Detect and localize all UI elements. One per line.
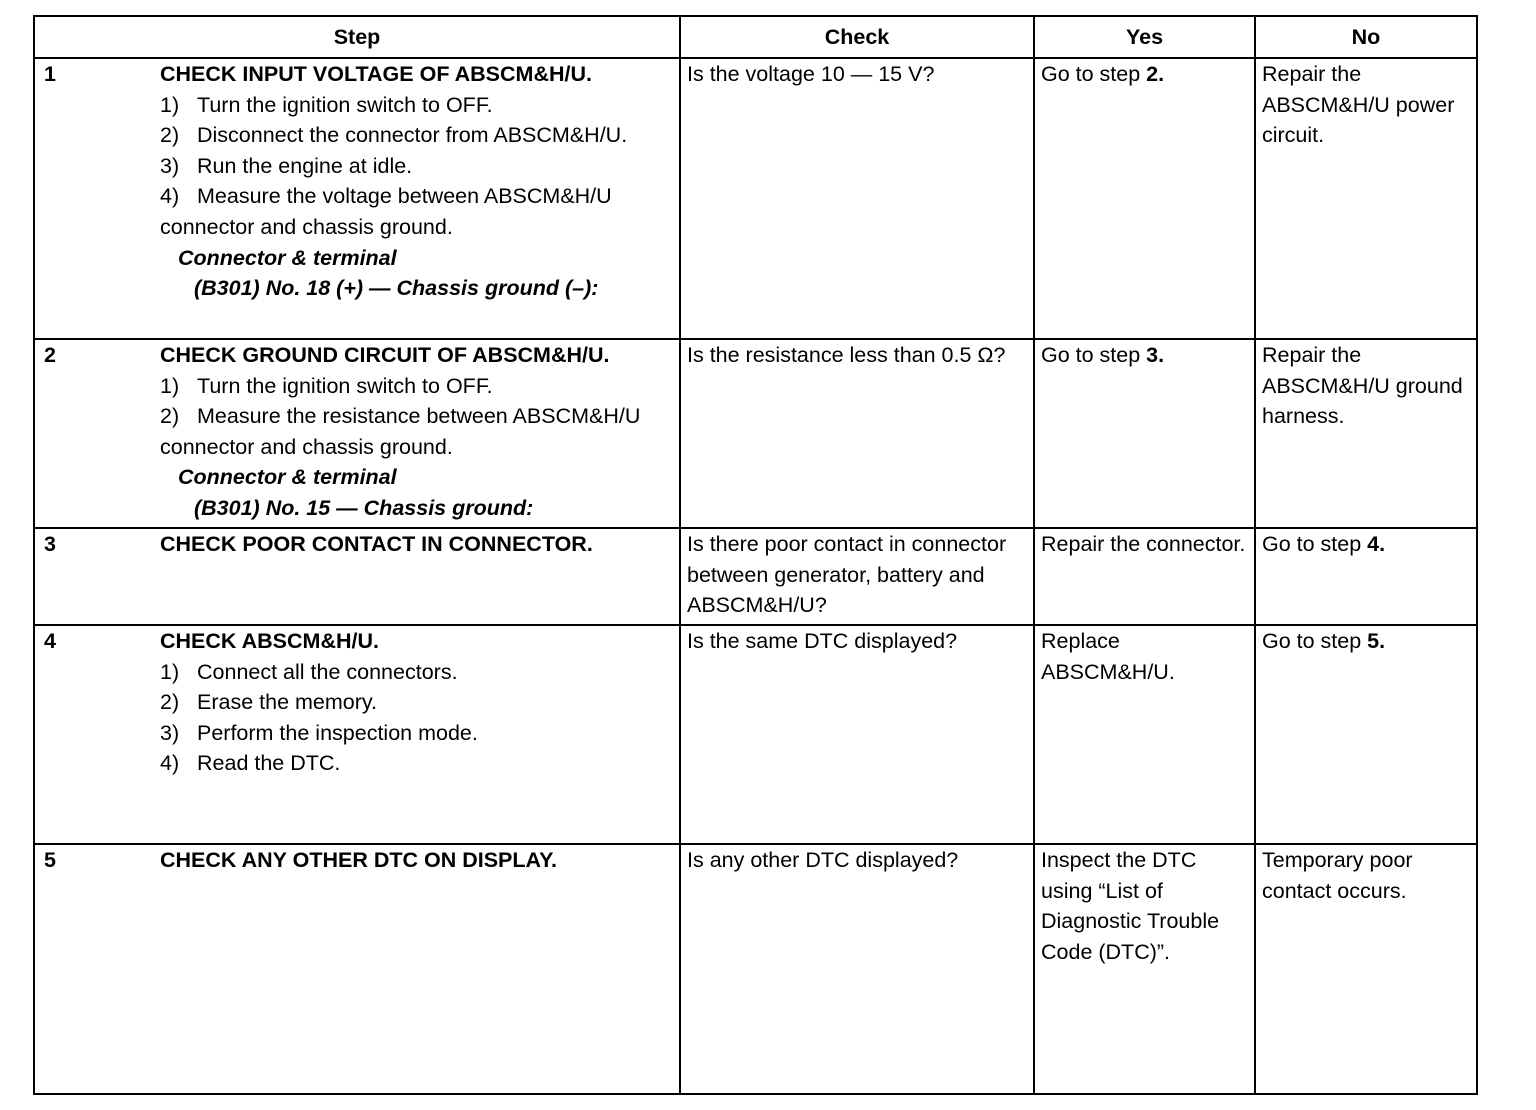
- header-row: [34, 16, 1477, 58]
- substep-text: Read the DTC.: [197, 751, 341, 776]
- table-row: [34, 58, 1477, 339]
- step-number: 3: [44, 532, 56, 556]
- substep-number: 1): [160, 92, 180, 117]
- substep: [160, 151, 669, 182]
- step-number: 4: [44, 629, 56, 653]
- terminal-spec: (B301) No. 15 — Chassis ground:: [194, 495, 534, 520]
- no-cell: [1255, 625, 1477, 844]
- yes-cell: [1034, 58, 1255, 339]
- no-step-ref: 4.: [1367, 532, 1386, 556]
- step-cell: [34, 58, 680, 339]
- check-cell: Is the voltage 10 — 15 V?: [680, 58, 1034, 339]
- step-title: CHECK INPUT VOLTAGE OF ABSCM&H/U.: [160, 62, 592, 86]
- yes-step-ref: 2.: [1146, 62, 1165, 86]
- step-number: 1: [44, 62, 56, 86]
- step-cell: [34, 844, 680, 1094]
- step-number: 5: [44, 848, 56, 872]
- check-cell: Is there poor contact in connector between generator, battery and ABSCM&H/U?: [680, 528, 1034, 625]
- connector-label: Connector & terminal: [178, 465, 397, 490]
- substep: [160, 401, 669, 462]
- terminal-spec: (B301) No. 18 (+) — Chassis ground (–):: [194, 276, 599, 301]
- yes-text: Go to step: [1041, 343, 1147, 367]
- no-text: Go to step: [1262, 532, 1368, 556]
- substep-number: 4): [160, 751, 180, 776]
- table-row: [34, 625, 1477, 844]
- step-number: 2: [44, 343, 56, 367]
- step-cell: [34, 625, 680, 844]
- step-cell: [34, 339, 680, 528]
- check-cell: Is the resistance less than 0.5 Ω?: [680, 339, 1034, 528]
- step-title: CHECK POOR CONTACT IN CONNECTOR.: [160, 532, 593, 556]
- step-title: CHECK ANY OTHER DTC ON DISPLAY.: [160, 848, 558, 872]
- header-no: No: [1255, 16, 1477, 58]
- no-text: Go to step: [1262, 629, 1368, 653]
- table-row: [34, 844, 1477, 1094]
- substep-text: Turn the ignition switch to OFF.: [197, 92, 493, 117]
- substep: [160, 718, 669, 749]
- yes-cell: Repair the connector.: [1034, 528, 1255, 625]
- step-cell: [34, 528, 680, 625]
- no-cell: [1255, 528, 1477, 625]
- substep-number: 2): [160, 404, 180, 429]
- table-row: [34, 339, 1477, 528]
- substep-text: Connect all the connectors.: [197, 659, 458, 684]
- substep-text: Disconnect the connector from ABSCM&H/U.: [197, 123, 628, 148]
- substep-text: Turn the ignition switch to OFF.: [197, 373, 493, 398]
- yes-cell: Inspect the DTC using “List of Diagnostic Trouble Code (DTC)”.: [1034, 844, 1255, 1094]
- substep-number: 1): [160, 659, 180, 684]
- substep: [160, 657, 669, 688]
- no-step-ref: 5.: [1367, 629, 1386, 653]
- yes-text: Go to step: [1041, 62, 1147, 86]
- substep-number: 3): [160, 720, 180, 745]
- substep-number: 2): [160, 690, 180, 715]
- header-check: Check: [680, 16, 1034, 58]
- substep-text: Erase the memory.: [197, 690, 378, 715]
- step-title: CHECK ABSCM&H/U.: [160, 629, 379, 653]
- substep-number: 3): [160, 153, 180, 178]
- check-cell: Is the same DTC displayed?: [680, 625, 1034, 844]
- substep: [160, 748, 669, 779]
- no-cell: Repair the ABSCM&H/U ground harness.: [1255, 339, 1477, 528]
- diagnostic-table: [33, 15, 1478, 1095]
- substep: [160, 371, 669, 402]
- header-step: Step: [34, 16, 680, 58]
- yes-cell: [1034, 339, 1255, 528]
- substep-text: Measure the resistance between ABSCM&H/U connector and chassis ground.: [160, 404, 641, 459]
- yes-step-ref: 3.: [1146, 343, 1165, 367]
- check-cell: Is any other DTC displayed?: [680, 844, 1034, 1094]
- table-row: [34, 528, 1477, 625]
- substep: [160, 181, 669, 242]
- substep: [160, 687, 669, 718]
- substep-text: Perform the inspection mode.: [197, 720, 478, 745]
- step-title: CHECK GROUND CIRCUIT OF ABSCM&H/U.: [160, 343, 610, 367]
- substep-number: 1): [160, 373, 180, 398]
- substep-number: 2): [160, 123, 180, 148]
- substep-text: Run the engine at idle.: [197, 153, 413, 178]
- yes-cell: Replace ABSCM&H/U.: [1034, 625, 1255, 844]
- no-cell: Temporary poor contact occurs.: [1255, 844, 1477, 1094]
- substep: [160, 90, 669, 121]
- substep: [160, 120, 669, 151]
- substep-text: Measure the voltage between ABSCM&H/U connector and chassis ground.: [160, 184, 612, 239]
- header-yes: Yes: [1034, 16, 1255, 58]
- connector-label: Connector & terminal: [178, 245, 397, 270]
- no-cell: Repair the ABSCM&H/U power circuit.: [1255, 58, 1477, 339]
- substep-number: 4): [160, 184, 180, 209]
